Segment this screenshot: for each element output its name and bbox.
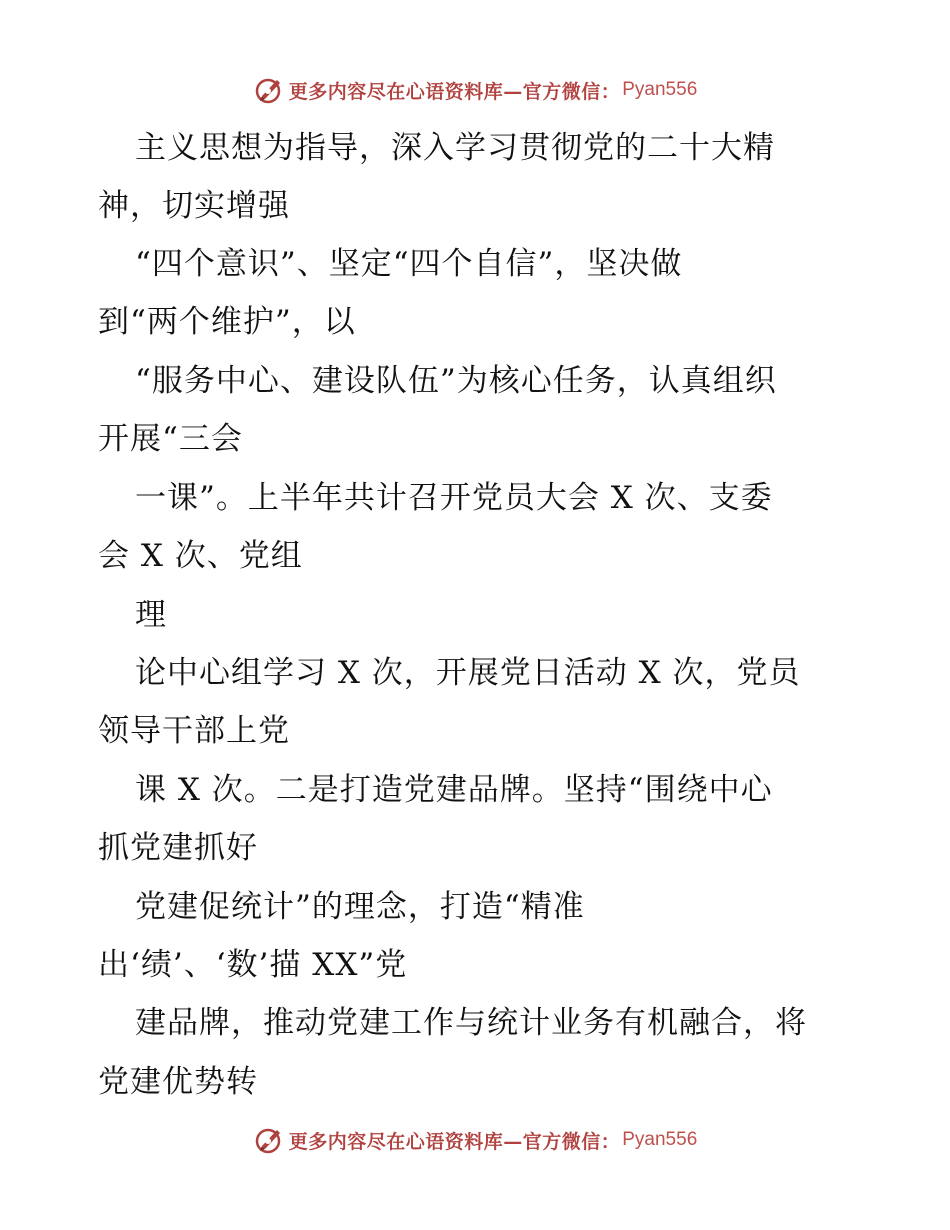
text-line: 抓党建抓好 — [98, 830, 258, 866]
text-line: 课 X 次。二是打造党建品牌。坚持“围绕中心 — [135, 772, 773, 808]
text-line: 神，切实增强 — [98, 188, 290, 224]
footer-banner-brand: Pyan556 — [622, 1129, 698, 1150]
text-line: “四个意识”、坚定“四个自信”，坚决做 — [135, 246, 683, 282]
text-line: 会 X 次、党组 — [98, 538, 303, 574]
text-line: 建品牌，推动党建工作与统计业务有机融合，将 — [135, 1005, 807, 1041]
text-line: 党建优势转 — [98, 1064, 258, 1100]
text-line: “服务中心、建设队伍”为核心任务，认真组织 — [135, 363, 777, 399]
pen-logo-icon — [253, 1124, 285, 1156]
text-line: 党建促统计”的理念，打造“精准 — [135, 889, 585, 925]
footer-banner-text: 更多内容尽在心语资料库—官方微信： — [288, 1130, 621, 1153]
text-line: 一课”。上半年共计召开党员大会 X 次、支委 — [135, 480, 773, 516]
text-line: 理 — [135, 597, 167, 633]
text-line: 到“两个维护”，以 — [98, 304, 356, 340]
header-banner-text: 更多内容尽在心语资料库—官方微信： — [288, 80, 621, 103]
footer-banner — [0, 1120, 950, 1160]
text-line: 主义思想为指导，深入学习贯彻党的二十大精 — [135, 130, 775, 166]
text-line: 领导干部上党 — [98, 713, 290, 749]
text-line: 论中心组学习 X 次，开展党日活动 X 次，党员 — [135, 655, 801, 691]
text-line: 出‘绩’、‘数’描 XX”党 — [98, 947, 408, 983]
text-line: 开展“三会 — [98, 421, 243, 457]
header-banner-brand: Pyan556 — [622, 79, 698, 100]
